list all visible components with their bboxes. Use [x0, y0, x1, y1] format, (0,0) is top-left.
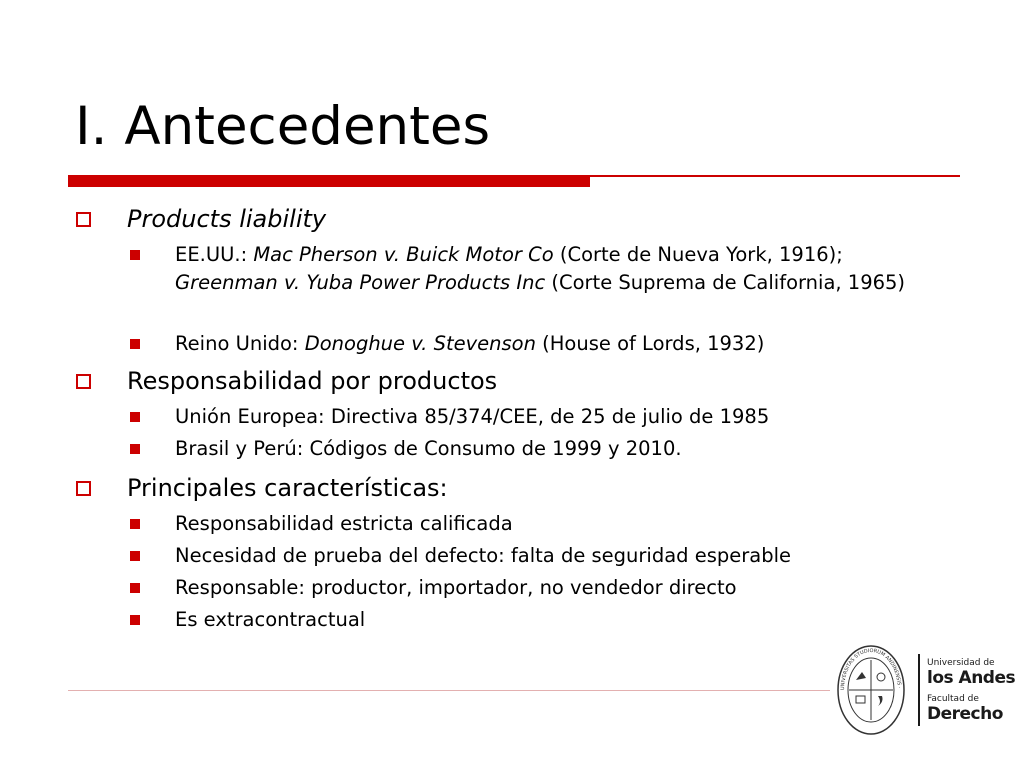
footer-divider [68, 690, 830, 691]
hollow-square-bullet-icon [76, 212, 91, 227]
case-name: Greenman v. Yuba Power Products Inc [175, 271, 546, 294]
filled-square-bullet-icon [130, 583, 140, 593]
svg-text:UNIVERSITAS STUDIORUM ANDINENS [836, 644, 902, 690]
bullet-text [175, 241, 945, 297]
logo-line-4: Derecho [927, 704, 1003, 724]
filled-square-bullet-icon [130, 339, 140, 349]
bullet-text-part: Es extracontractual [175, 608, 366, 631]
case-name: Mac Pherson v. Buick Motor Co [253, 243, 554, 266]
logo-line-3: Facultad de [927, 694, 979, 704]
logo-line-2: los Andes [927, 668, 1016, 688]
bullet-text-part: Responsabilidad estricta calificada [175, 512, 513, 535]
logo-line-1: Universidad de [927, 658, 995, 668]
bullet-text [175, 542, 945, 570]
seal-text: UNIVERSITAS STUDIORUM ANDINENSIS · [839, 647, 902, 691]
section-heading: Products liability [127, 205, 327, 233]
case-name: Donoghue v. Stevenson [304, 332, 536, 355]
bullet-text-part: Brasil y Perú: Códigos de Consumo de 1999 y 2010. [175, 437, 682, 460]
bullet-text-part: Necesidad de prueba del defecto: falta de seguridad esperable [175, 544, 792, 567]
bullet-text [175, 510, 945, 538]
filled-square-bullet-icon [130, 615, 140, 625]
bullet-text [175, 330, 945, 358]
bullet-text [175, 606, 945, 634]
filled-square-bullet-icon [130, 519, 140, 529]
title-underline-thick [68, 175, 590, 187]
bullet-text-part: (Corte de Nueva York, 1916); [553, 243, 843, 266]
bullet-text-part: (House of Lords, 1932) [535, 332, 765, 355]
bullet-text [175, 435, 945, 463]
slide-title: I. Antecedentes [75, 96, 491, 157]
bullet-text [175, 574, 945, 602]
section-heading: Responsabilidad por productos [127, 367, 498, 395]
title-underline-thin [590, 175, 960, 177]
bullet-text-part: Reino Unido: [175, 332, 305, 355]
hollow-square-bullet-icon [76, 481, 91, 496]
bullet-text-part: EE.UU.: [175, 243, 254, 266]
university-seal-icon [836, 644, 906, 736]
section-heading: Principales características: [127, 474, 448, 502]
bullet-text-part: Unión Europea: Directiva 85/374/CEE, de 25 de julio de 1985 [175, 405, 770, 428]
filled-square-bullet-icon [130, 412, 140, 422]
filled-square-bullet-icon [130, 444, 140, 454]
bullet-text-part: (Corte Suprema de California, 1965) [545, 271, 906, 294]
filled-square-bullet-icon [130, 250, 140, 260]
bullet-text [175, 403, 945, 431]
hollow-square-bullet-icon [76, 374, 91, 389]
bullet-text-part: Responsable: productor, importador, no vendedor directo [175, 576, 737, 599]
logo-divider [918, 654, 920, 726]
filled-square-bullet-icon [130, 551, 140, 561]
university-logo [836, 644, 1016, 736]
